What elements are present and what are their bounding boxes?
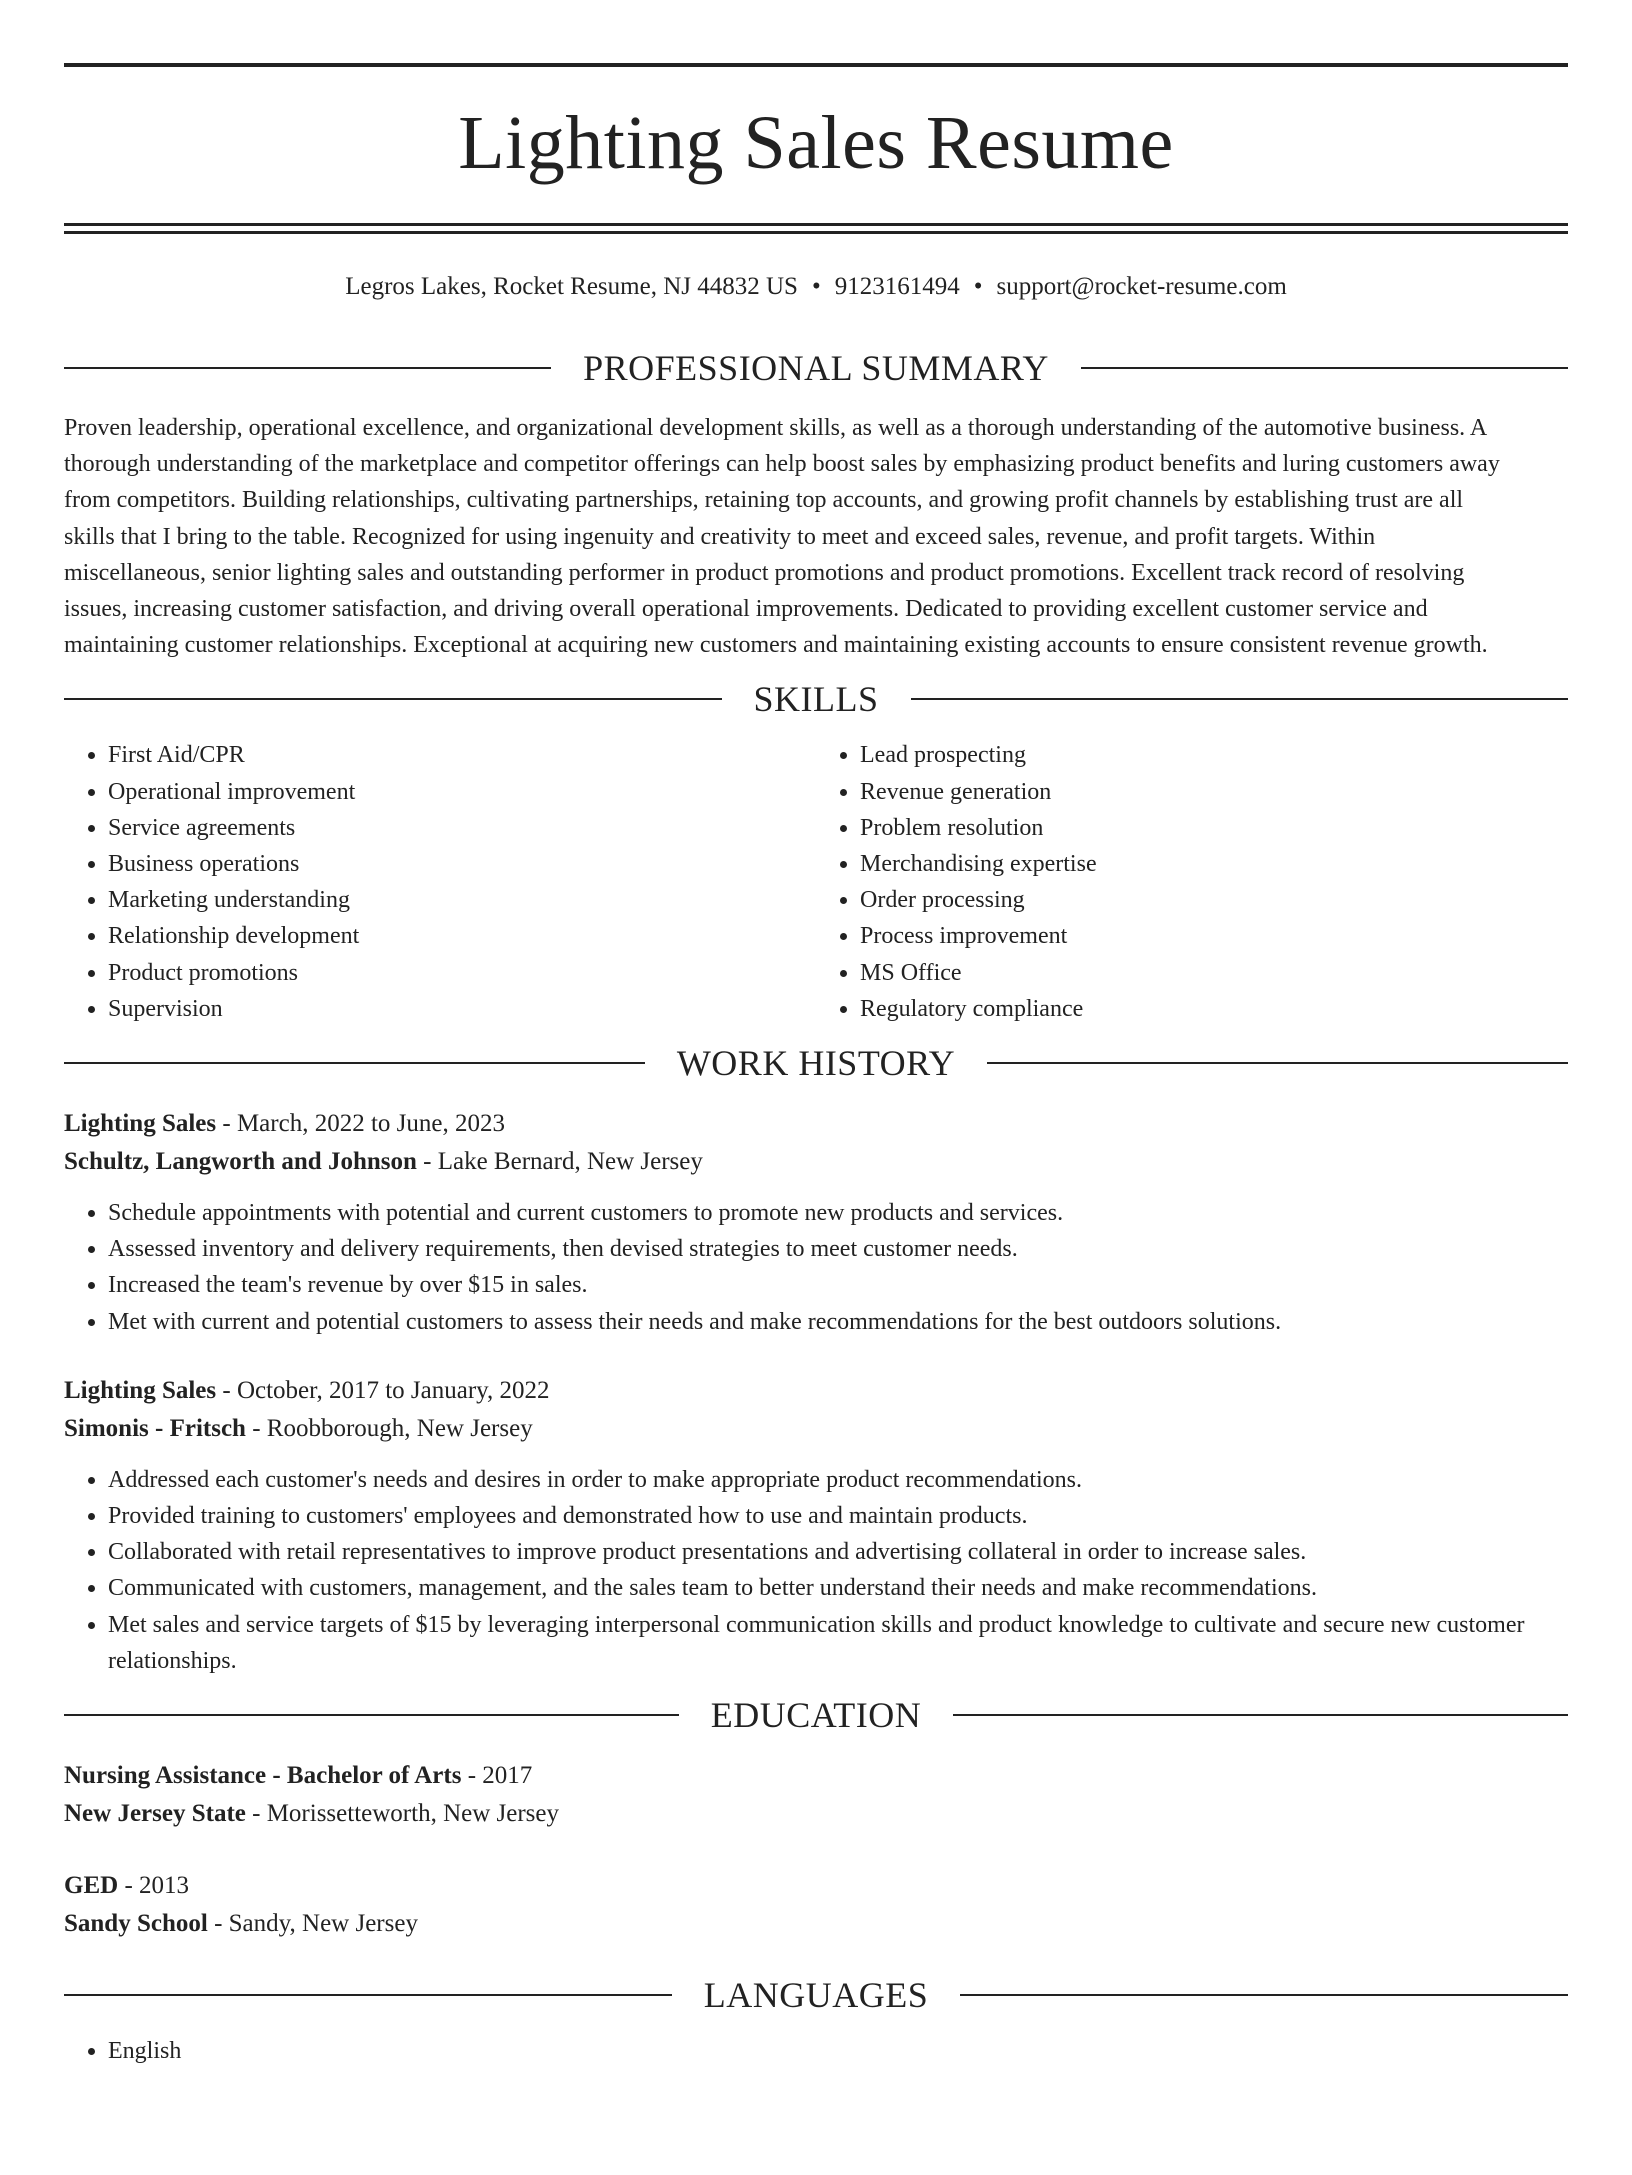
heading-rule — [911, 698, 1569, 700]
job-bullet: • Communicated with customers, management, and the sales team to better understand their needs and make recommendations. — [108, 1570, 1568, 1606]
contact-separator: • — [973, 273, 983, 300]
section-heading-summary — [64, 350, 1568, 386]
job-title: Lighting Sales — [64, 1376, 217, 1404]
heading-rule — [64, 1714, 679, 1716]
skills-column-right — [816, 737, 1568, 1027]
skills-list — [64, 737, 1568, 1027]
heading-rule — [64, 698, 722, 700]
skill-item: • Problem resolution — [860, 810, 1568, 846]
skill-item: • MS Office — [860, 955, 1568, 991]
job-location: - Roobborough, New Jersey — [252, 1414, 533, 1442]
skill-item: • Order processing — [860, 882, 1568, 918]
language-item: • English — [108, 2033, 1568, 2069]
job-company-line — [64, 1410, 1568, 1448]
heading-rule — [953, 1714, 1568, 1716]
skill-item: • Business operations — [108, 846, 816, 882]
summary-line: Proven leadership, operational excellence, and organizational development skills, as well as a thorough understanding of the automotive business. A — [64, 415, 1488, 441]
summary-line: skills that I bring to the table. Recognized for using ingenuity and creativity to meet and exceed sales, revenue, and profit targets. Within — [64, 523, 1376, 550]
languages-list — [64, 2033, 1568, 2069]
job-bullet: • Provided training to customers' employees and demonstrated how to use and maintain products. — [108, 1498, 1568, 1534]
education-location: - Morissetteworth, New Jersey — [252, 1800, 559, 1828]
job-bullet: • Addressed each customer's needs and desires in order to make appropriate product recommendations. — [108, 1462, 1568, 1498]
job-entry — [64, 1105, 1568, 1340]
section-heading-languages — [64, 1975, 1568, 2016]
job-dates: - March, 2022 to June, 2023 — [222, 1110, 505, 1138]
section-title-summary: PROFESSIONAL SUMMARY — [583, 348, 1049, 388]
skill-item: • Product promotions — [108, 955, 816, 991]
contact-separator: • — [811, 273, 821, 300]
education-school: Sandy School — [64, 1910, 208, 1938]
education-year: - 2017 — [467, 1762, 533, 1790]
resume-page — [0, 63, 1632, 2175]
education-school: New Jersey State — [64, 1800, 246, 1828]
job-entry — [64, 1372, 1568, 1679]
heading-rule — [987, 1062, 1568, 1064]
job-bullet: • Met sales and service targets of $15 by leveraging interpersonal communication skills and product knowledge to cultivate and secure new customer relationships. — [108, 1607, 1568, 1679]
title-double-rule — [64, 223, 1568, 234]
section-title-education: EDUCATION — [710, 1695, 922, 1736]
contact-line — [64, 270, 1568, 304]
section-heading-skills — [64, 679, 1568, 720]
heading-rule — [64, 367, 551, 369]
contact-email: support@rocket-resume.com — [996, 273, 1287, 300]
summary-line: thorough understanding of the marketplace and competitor offerings can help boost sales by emphasizing product benefits and luring customers away — [64, 451, 1500, 478]
education-degree: Nursing Assistance - Bachelor of Arts — [64, 1762, 462, 1790]
job-bullet: • Assessed inventory and delivery requirements, then devised strategies to meet customer needs. — [108, 1231, 1568, 1267]
summary-line: maintaining customer relationships. Exceptional at acquiring new customers and maintaining existing accounts to ensure consistent revenue growth. — [64, 632, 1488, 659]
skill-item: • Lead prospecting — [860, 737, 1568, 773]
skill-item: • Marketing understanding — [108, 882, 816, 918]
section-heading-education — [64, 1695, 1568, 1736]
section-heading-work — [64, 1043, 1568, 1084]
job-bullets — [64, 1195, 1568, 1340]
skill-item: • Process improvement — [860, 918, 1568, 954]
summary-line: issues, increasing customer satisfaction, and driving overall operational improvements. Dedicated to providing excellent customer service and — [64, 596, 1428, 623]
job-company: Simonis - Fritsch — [64, 1414, 246, 1442]
job-bullet: • Collaborated with retail representatives to improve product presentations and advertising collateral in order to increase sales. — [108, 1534, 1568, 1570]
skill-item: • Regulatory compliance — [860, 991, 1568, 1027]
heading-rule — [64, 1994, 672, 1996]
summary-line: miscellaneous, senior lighting sales and outstanding performer in product promotions and product promotions. Excellent track record of resolving — [64, 559, 1465, 586]
education-school-line — [64, 1905, 1568, 1943]
heading-rule — [64, 1062, 645, 1064]
education-degree-line — [64, 1757, 1568, 1795]
summary-line: from competitors. Building relationships, cultivating partnerships, retaining top accounts, and growing profit channels by establishing trust are all — [64, 487, 1464, 514]
job-company-line — [64, 1143, 1568, 1181]
education-entry — [64, 1757, 1568, 1833]
section-title-work: WORK HISTORY — [676, 1043, 956, 1084]
job-title-line — [64, 1372, 1568, 1410]
skill-item: • First Aid/CPR — [108, 737, 816, 773]
skill-item: • Merchandising expertise — [860, 846, 1568, 882]
job-bullets — [64, 1462, 1568, 1679]
education-degree-line — [64, 1867, 1568, 1905]
education-degree: GED — [64, 1872, 119, 1900]
skill-item: • Revenue generation — [860, 774, 1568, 810]
job-title-line — [64, 1105, 1568, 1143]
heading-rule — [1081, 367, 1568, 369]
job-dates: - October, 2017 to January, 2022 — [222, 1376, 550, 1404]
education-school-line — [64, 1795, 1568, 1833]
skill-item: • Supervision — [108, 991, 816, 1027]
job-bullet: • Met with current and potential customers to assess their needs and make recommendations for the best outdoors solutions. — [108, 1304, 1568, 1340]
skill-item: • Service agreements — [108, 810, 816, 846]
education-location: - Sandy, New Jersey — [214, 1910, 418, 1938]
job-company: Schultz, Langworth and Johnson — [64, 1148, 417, 1176]
education-entry — [64, 1867, 1568, 1943]
job-bullet: • Schedule appointments with potential and current customers to promote new products and services. — [108, 1195, 1568, 1231]
heading-rule — [960, 1994, 1568, 1996]
section-title-languages: LANGUAGES — [703, 1975, 929, 2016]
job-location: - Lake Bernard, New Jersey — [423, 1148, 703, 1176]
contact-address: Legros Lakes, Rocket Resume, NJ 44832 US — [345, 273, 798, 300]
skills-column-left — [64, 737, 816, 1027]
contact-phone: 9123161494 — [834, 273, 960, 300]
job-title: Lighting Sales — [64, 1110, 217, 1138]
skill-item: • Operational improvement — [108, 774, 816, 810]
section-title-skills: SKILLS — [753, 679, 879, 720]
skill-item: • Relationship development — [108, 918, 816, 954]
job-bullet: • Increased the team's revenue by over $15 in sales. — [108, 1267, 1568, 1303]
page-title: Lighting Sales Resume — [458, 101, 1174, 185]
summary-text — [64, 410, 1568, 663]
education-year: - 2013 — [124, 1872, 190, 1900]
